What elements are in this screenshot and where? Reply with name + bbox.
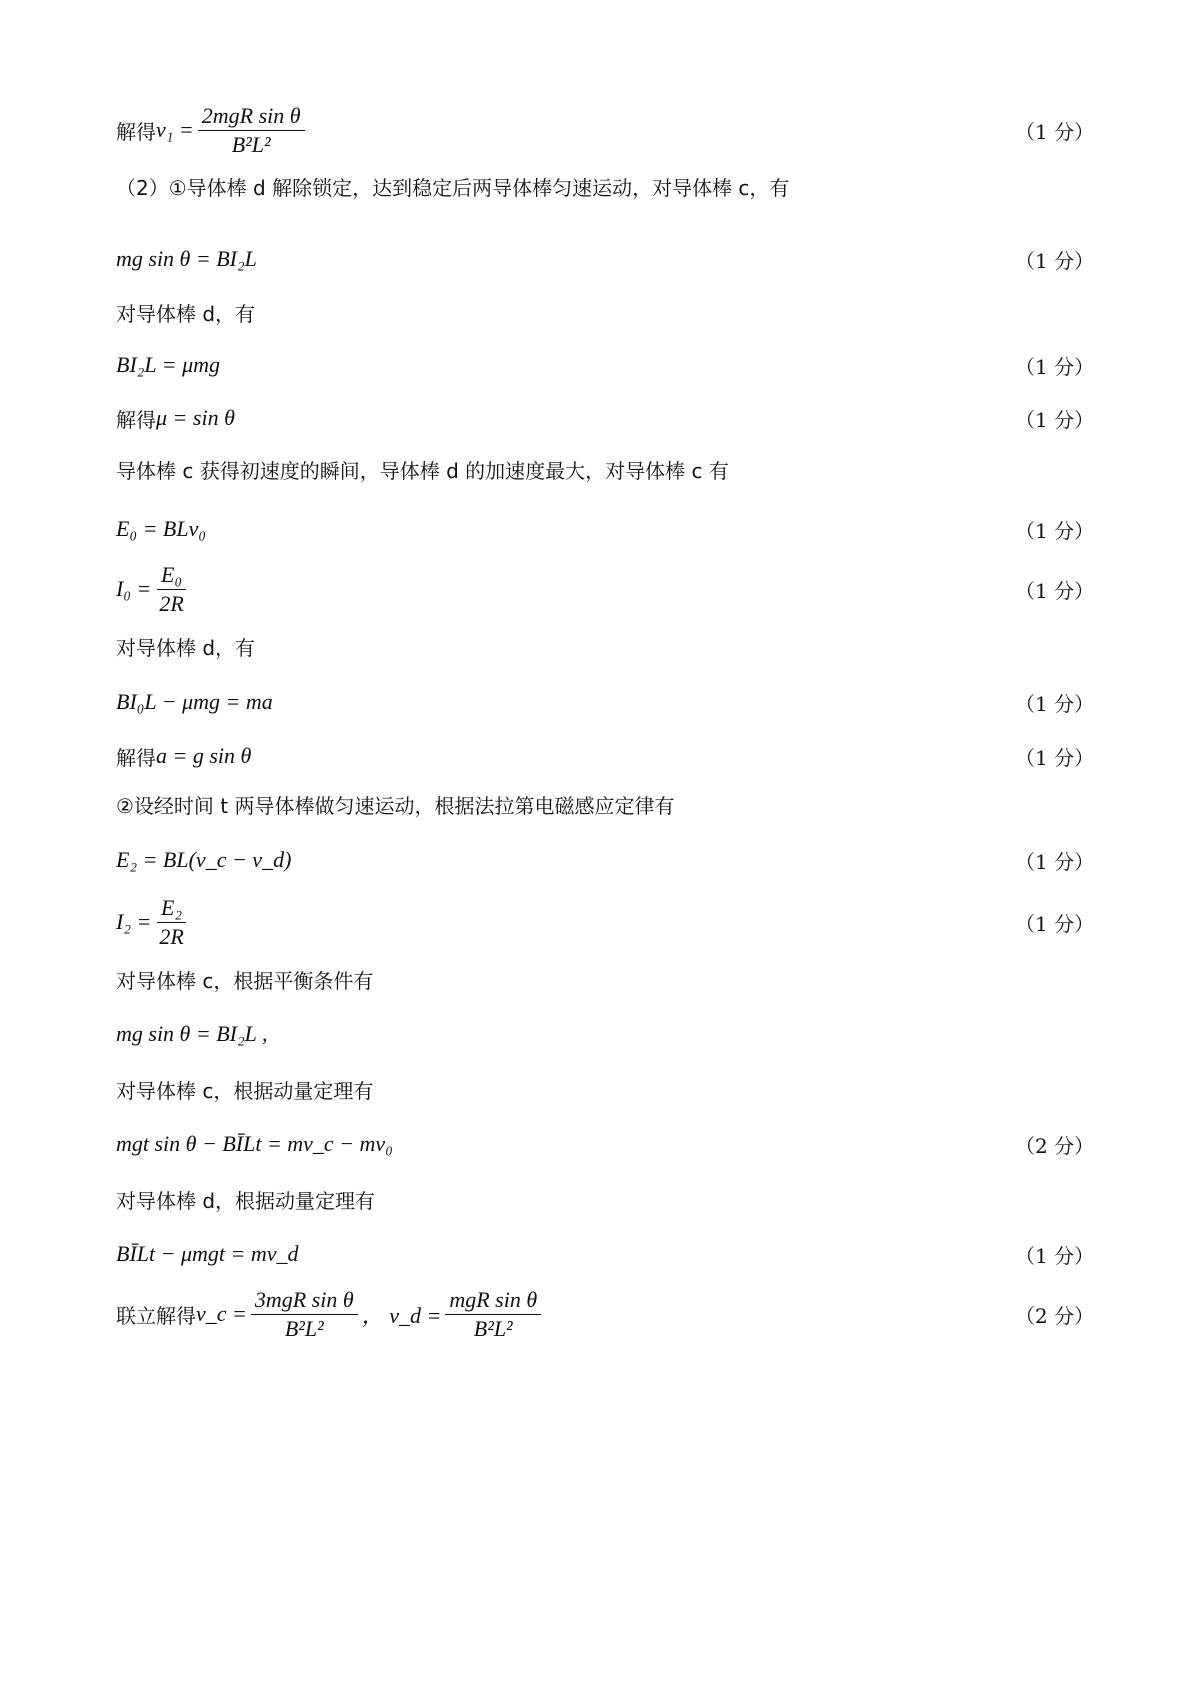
formula: mgt sin θ − BĪLt = mv_c − mv₀ [116,1131,393,1156]
solution-line [116,103,1095,157]
solution-line [116,895,1095,949]
solution-line [116,1010,1085,1058]
fraction [251,1288,358,1339]
line-text: 对导体棒 c，根据平衡条件有 [116,968,374,993]
formula: BI₀L − μmg = ma [116,689,273,714]
score-label: （1 分） [1015,407,1095,432]
solution-line [116,445,1085,493]
solution-line [116,780,1085,828]
fraction-denominator: 2R [159,590,184,616]
line-text: 导体棒 c 获得初速度的瞬间，导体棒 d 的加速度最大，对导体棒 c 有 [116,458,729,483]
line-text: 对导体棒 d，根据动量定理有 [116,1188,376,1213]
score-label: （2 分） [1015,1133,1095,1158]
solution-line [116,505,1095,553]
solution-line [116,394,1095,442]
fraction-numerator: E₂ [157,896,186,922]
formula: BI₂L = μmg [116,352,221,377]
fraction-numerator: E₀ [157,563,186,589]
formula: v_c = [196,1301,247,1326]
solution-line [116,678,1095,726]
formula: E₀ = BLv₀ [116,516,207,541]
solution-line [116,732,1095,780]
formula: I₂ = [116,909,152,934]
solution-line [116,836,1095,884]
solution-line [116,162,1085,210]
line-text: 对导体棒 d，有 [116,635,256,660]
score-label: （1 分） [1015,119,1095,144]
fraction [155,896,187,947]
score-label: （1 分） [1015,745,1095,770]
score-label: （1 分） [1015,911,1095,936]
score-label: （1 分） [1015,354,1095,379]
fraction [445,1288,541,1339]
solution-line [116,1120,1095,1168]
line-text: （2）①导体棒 d 解除锁定，达到稳定后两导体棒匀速运动，对导体棒 c，有 [116,175,790,200]
line-prefix: 联立解得 [116,1303,196,1328]
line-prefix: 解得 [116,119,156,144]
solution-line [116,562,1095,616]
formula: a = g sin θ [156,743,252,768]
score-label: （1 分） [1015,578,1095,603]
score-label: （1 分） [1015,1243,1095,1268]
score-label: （2 分） [1015,1303,1095,1328]
solution-line [116,1065,1085,1113]
solution-line [116,622,1085,670]
solution-line [116,1230,1095,1278]
solution-line [116,288,1085,336]
score-label: （1 分） [1015,248,1095,273]
formula: BĪLt − μmgt = mv_d [116,1241,299,1266]
fraction-denominator: 2R [159,923,184,949]
formula: v₁ = [156,117,194,142]
solution-line [116,341,1095,389]
solution-line [116,235,1095,283]
formula: I₀ = [116,576,152,601]
score-label: （1 分） [1015,849,1095,874]
solution-line [116,955,1085,1003]
fraction [198,104,305,155]
score-label: （1 分） [1015,691,1095,716]
fraction [155,563,187,614]
score-label: （1 分） [1015,518,1095,543]
formula: mg sin θ = BI₂L , [116,1021,268,1046]
fraction-numerator: mgR sin θ [445,1288,541,1314]
fraction-denominator: B²L² [473,1315,513,1341]
line-prefix: 解得 [116,407,156,432]
fraction-numerator: 3mgR sin θ [251,1288,358,1314]
solution-line [116,1175,1085,1223]
fraction-denominator: B²L² [231,131,271,157]
formula: ， v_d = [361,1302,442,1328]
line-text: ②设经时间 t 两导体棒做匀速运动，根据法拉第电磁感应定律有 [116,793,675,818]
formula: mg sin θ = BI₂L [116,246,257,271]
solution-line [116,1287,1095,1341]
fraction-numerator: 2mgR sin θ [198,104,305,130]
line-text: 对导体棒 d，有 [116,301,256,326]
line-text: 对导体棒 c，根据动量定理有 [116,1078,374,1103]
line-prefix: 解得 [116,745,156,770]
formula: μ = sin θ [156,405,235,430]
fraction-denominator: B²L² [284,1315,324,1341]
formula: E₂ = BL(v_c − v_d) [116,847,292,872]
